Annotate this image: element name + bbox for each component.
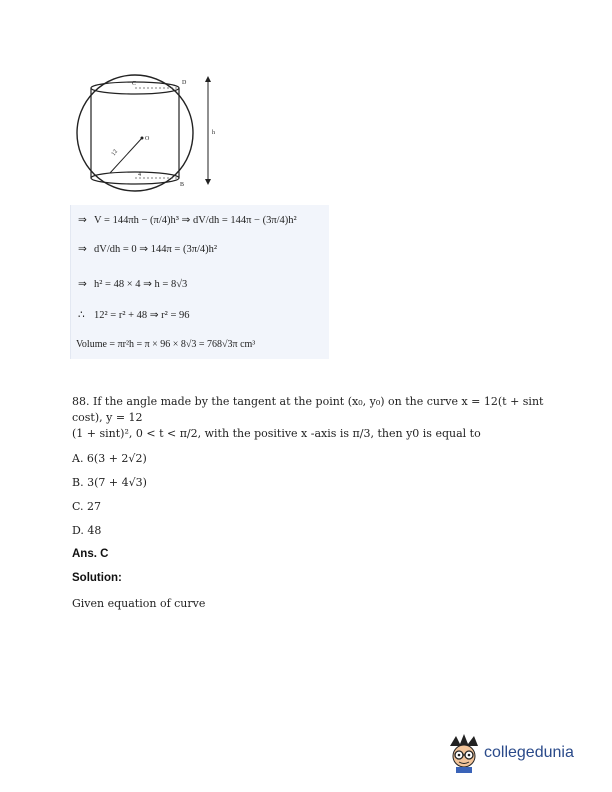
question-text: 88. If the angle made by the tangent at the point (x₀, y₀) on the curve x = 12(t + sint cost), y = 12 (1 + sint)², 0 < t < π/2, with the positive x -axis is π/3, then y0 is equal to — [72, 395, 544, 440]
collegedunia-logo — [446, 734, 596, 778]
label-r: 4 — [138, 172, 141, 178]
option-d: D. 48 — [72, 524, 102, 537]
option-b: B. 3(7 + 4√3) — [72, 476, 147, 489]
option-c: C. 27 — [72, 500, 102, 513]
math-line-5: Volume = πr²h = π × 96 × 8√3 = 768√3π cm³ — [76, 339, 256, 350]
math-line-1: ⇒ V = 144πh − (π/4)h³ ⇒ dV/dh = 144π − (3π/4)h² — [78, 215, 297, 226]
answer-label: Ans. C — [72, 548, 109, 560]
label-c: C — [132, 81, 137, 87]
label-o: O — [145, 136, 150, 142]
math-line-3: ⇒ h² = 48 × 4 ⇒ h = 8√3 — [78, 279, 188, 290]
label-d: D — [182, 80, 187, 86]
label-radius: 12 — [110, 148, 120, 158]
sphere-cylinder-figure — [70, 68, 230, 198]
math-line-4: ∴ 12² = r² + 48 ⇒ r² = 96 — [78, 310, 190, 321]
label-b: B — [180, 182, 185, 188]
math-line-2: ⇒ dV/dh = 0 ⇒ 144π = (3π/4)h² — [78, 244, 218, 255]
solution-text: Given equation of curve — [72, 597, 206, 610]
solution-label: Solution: — [72, 572, 122, 584]
label-h: h — [212, 130, 215, 136]
option-a: A. 6(3 + 2√2) — [72, 452, 147, 465]
logo-text: collegedunia — [484, 744, 574, 761]
mascot-icon — [446, 734, 482, 774]
